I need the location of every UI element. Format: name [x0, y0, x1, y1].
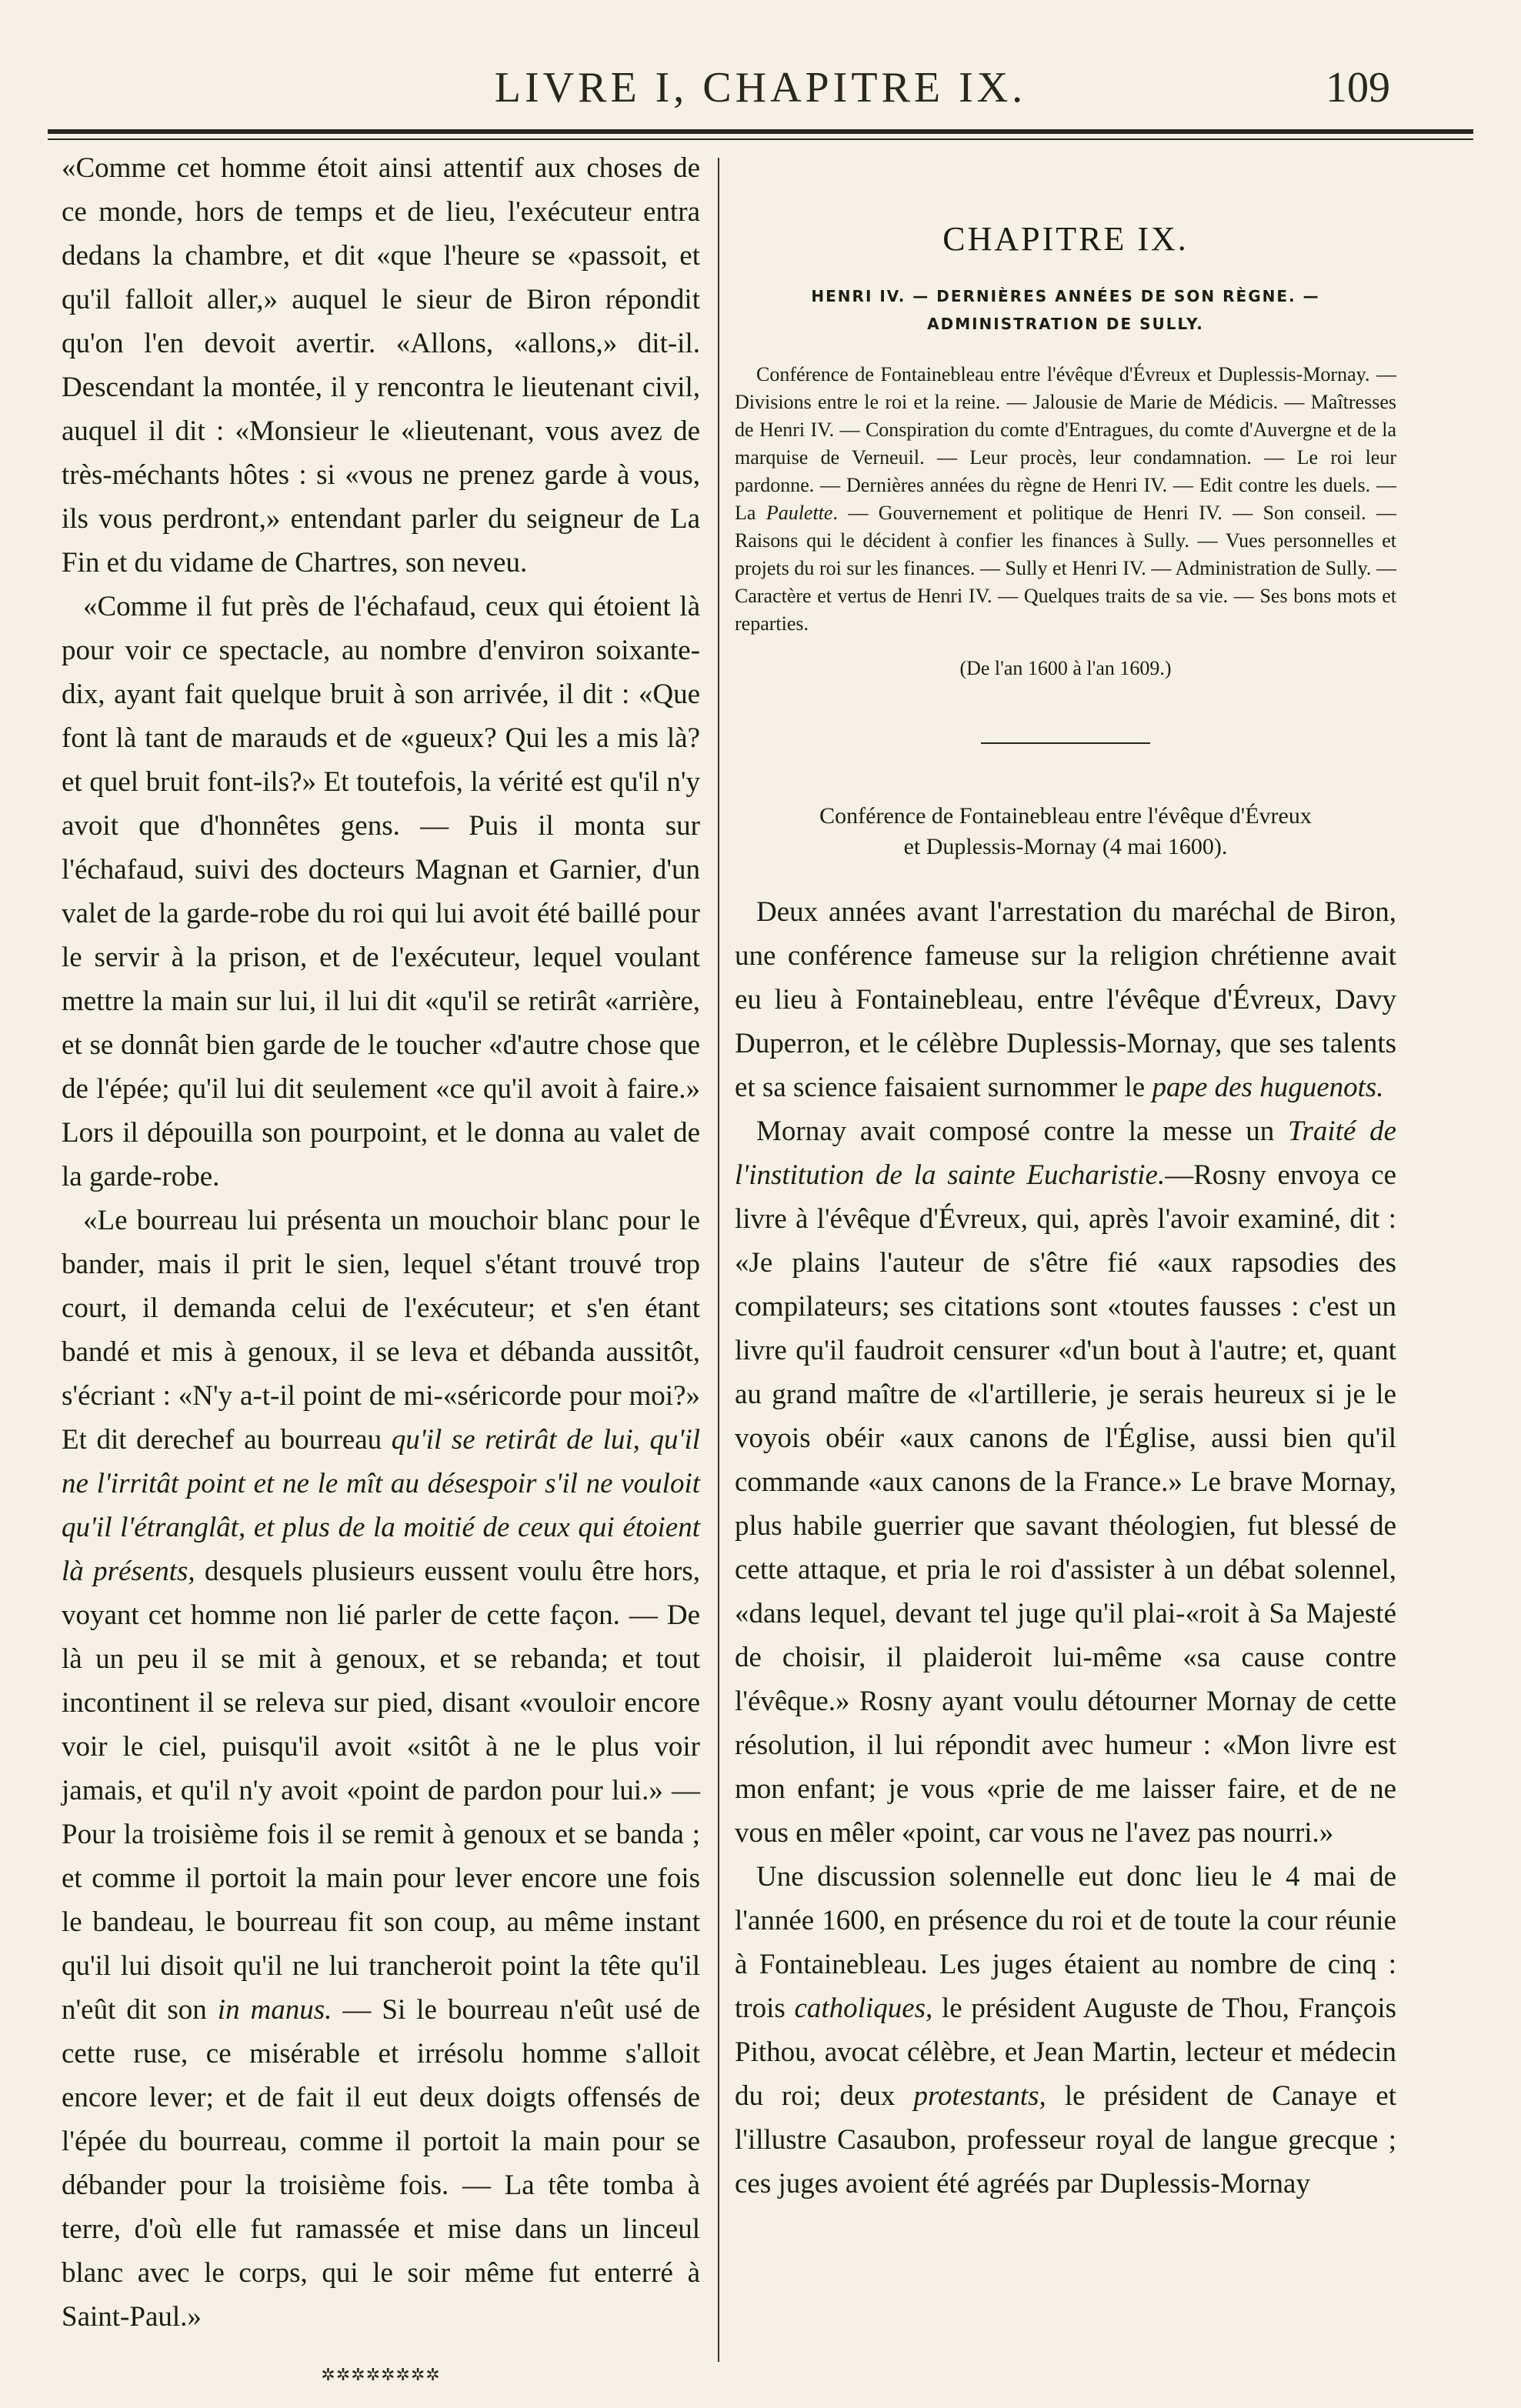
left-paragraph-3 — [62, 1199, 700, 2339]
right-p3-text-a: Une discussion solennelle eut donc lieu le 4 mai de l'année 1600, en présence du roi et de toute la cour réunie à Fontainebleau. Les juges étaient au nombre de cinq : trois — [735, 1861, 1396, 2024]
chapter-title: CHAPITRE IX. — [942, 220, 1189, 258]
right-p3-text-c: le président de Canaye et l'illustre Casaubon, professeur royal de langue grecque ; ces juges avoient été agréés par Duplessis-Mornay — [735, 2080, 1396, 2200]
summary-text-a: Conférence de Fontainebleau entre l'évêque d'Évreux et Duplessis-Mornay. — Divisions entre le roi et la reine. — Jalousie de Marie de Médicis. — Maîtresses de Henri IV. — Conspiration du comte d'Entragues, du comte d'Auvergne et de la marquise de Verneuil. — Leur procès, leur condamnation. — Le roi leur pardonne. — Dernières années du règne de Henri IV. — Edit contre les duels. — La — [735, 363, 1396, 524]
right-p3-italic-protestants: protestants, — [913, 2080, 1046, 2112]
left-paragraph-2: «Comme il fut près de l'échafaud, ceux qui étoient là pour voir ce spectacle, au nombre d'environ soixante-dix, ayant fait quelque bruit à son arrivée, il dit : «Que font là tant de marauds et de «gueux? Qui les a mis là? et quel bruit font-ils?» Et toutefois, la vérité est qu'il n'y avoit que d'honnêtes gens. — Puis il monta sur l'échafaud, suivi des docteurs Magnan et Garnier, d'un valet de la garde-robe du roi qui lui avoit été baillé pour le servir à la prison, et de l'exécuteur, lequel voulant mettre la main sur lui, il lui dit «qu'il se retirât «arrière, et se donnât bien garde de le toucher «d'autre chose que de l'épée; qu'il lui dit seulement «ce qu'il avoit à faire.» Lors il dépouilla son pourpoint, et le donna au valet de la garde-robe. — [62, 591, 700, 1192]
header-rule-thick — [48, 129, 1473, 134]
left-p3-italic-in-manus: in manus. — [217, 1994, 332, 2026]
running-title: LIVRE I, CHAPITRE IX. — [494, 64, 1027, 112]
page-header — [0, 0, 1521, 146]
right-p1-text: Deux années avant l'arrestation du maréchal de Biron, une conférence fameuse sur la religion chrétienne avait eu lieu à Fontainebleau, entre l'évêque d'Évreux, Davy Duperron, et le célèbre Duplessis-Mornay, que ses talents et sa science faisaient surnommer le — [735, 896, 1396, 1103]
section-title-line-1: Conférence de Fontainebleau entre l'évêque d'Évreux — [819, 803, 1312, 829]
end-ornament: ✲✲✲✲✲✲✲✲ — [321, 2365, 441, 2384]
left-p3-italic: qu'il se retirât de lui, qu'il ne l'irritât point et ne le mît au désespoir s'il ne vouloit qu'il l'étranglât, et plus de la moitié de ceux qui étoient là présents, — [62, 1424, 700, 1587]
right-p3-text-b: le président Auguste de Thou, François Pithou, avocat célèbre, et Jean Martin, lecteur et médecin du roi; deux — [735, 1993, 1397, 2112]
right-paragraph-1 — [735, 890, 1396, 1109]
left-column — [62, 146, 700, 2396]
section-title — [735, 801, 1396, 862]
right-p3-italic-catholiques: catholiques, — [794, 1993, 933, 2024]
chapter-subtitle: HENRI IV. — DERNIÈRES ANNÉES DE SON RÈGNE. — ADMINISTRATION DE SULLY. — [811, 287, 1320, 333]
right-column — [735, 146, 1396, 2206]
right-paragraph-2 — [735, 1109, 1396, 1855]
section-rule — [981, 742, 1150, 744]
left-p3-text-c: — Si le bourreau n'eût usé de cette ruse, ce misérable et irrésolu homme s'alloit encore lever; et de fait il eut deux doigts offensés de l'épée du bourreau, comme il portoit la main pour se débander pour la troisième fois. — La tête tomba à terre, d'où elle fut ramassée et mise dans un linceul blanc avec le corps, qui le soir même fut enterré à Saint-Paul.» — [62, 1994, 700, 2333]
summary-text-b: . — Gouvernement et politique de Henri IV. — Son conseil. — Raisons qui le décident à confier les finances à Sully. — Vues personnelles et projets du roi sur les finances. — Sully et Henri IV. — Administration de Sully. — Caractère et vertus de Henri IV. — Quelques traits de sa vie. — Ses bons mots et reparties. — [735, 502, 1396, 635]
right-paragraph-3 — [735, 1855, 1396, 2206]
left-p3-text-a: «Le bourreau lui présenta un mouchoir blanc pour le bander, mais il prit le sien, lequel s'étant trouvé trop court, il demanda celui de l'exécuteur; et s'en étant bandé et mis à genoux, il se leva et débanda aussitôt, s'écriant : «N'y a-t-il point de mi-«séricorde pour moi?» Et dit derechef au bourreau — [62, 1205, 700, 1456]
right-p2-text-a: Mornay avait composé contre la messe un — [756, 1116, 1288, 1147]
summary-italic-paulette: Paulette — [766, 502, 833, 524]
page-number: 109 — [1326, 64, 1390, 112]
section-title-line-2: et Duplessis-Mornay (4 mai 1600). — [903, 834, 1228, 859]
right-p2-text-b: —Rosny envoya ce livre à l'évêque d'Évreux, qui, après l'avoir examiné, dit : «Je plains l'auteur de s'être fié «aux rapsodies des compilateurs; ses citations sont «toutes fausses : c'est un livre qu'il faudroit censurer «d'un bout à l'autre; et, quant au grand maître de «l'artillerie, je serais heureux si je le voyois obéir «aux canons de l'Église, aussi bien qu'il commande «aux canons de la France.» Le brave Mornay, plus habile guerrier que savant théologien, fut blessé de cette attaque, et pria le roi d'assister à un débat solennel, «dans lequel, devant tel juge qu'il plai-«roit à Sa Majesté de choisir, il plaideroit lui-même «sa cause contre l'évêque.» Rosny ayant voulu détourner Mornay de cette résolution, il lui répondit avec humeur : «Mon livre est mon enfant; je vous «prie de me laisser faire, et de ne vous en mêler «point, car vous ne l'avez pas nourri.» — [735, 1159, 1396, 1849]
right-p1-italic: pape des huguenots. — [1152, 1072, 1384, 1103]
right-p2-italic: Traité de l'institution de la sainte Eucharistie. — [735, 1116, 1396, 1191]
left-p3-text-b: desquels plusieurs eussent voulu être hors, voyant cet homme non lié parler de cette façon. — De là un peu il se mit à genoux, et se rebanda; et tout incontinent il se releva sur pied, disant «vouloir encore voir le ciel, puisqu'il avoit «sitôt à ne le plus voir jamais, et qu'il n'y avoit «point de pardon pour lui.» — Pour la troisième fois il se remit à genoux et se banda ; et comme il portoit la main pour lever encore une fois le bandeau, le bourreau fit son coup, au même instant qu'il lui disoit qu'il ne lui trancheroit point la tête qu'il n'eût dit son — [62, 1556, 700, 2026]
column-divider — [718, 158, 719, 2362]
chapter-dates: (De l'an 1600 à l'an 1609.) — [959, 657, 1172, 679]
left-paragraph-1: «Comme cet homme étoit ainsi attentif aux choses de ce monde, hors de temps et de lieu, l'exécuteur entra dedans la chambre, et dit «que l'heure se «passoit, et qu'il falloit aller,» auquel le sieur de Biron répondit qu'on l'en devoit avertir. «Allons, «allons,» dit-il. Descendant la montée, il y rencontra le lieutenant civil, auquel il dit : «Monsieur le «lieutenant, vous avez de très-méchants hôtes : si «vous ne prenez garde à vous, ils vous perdront,» entendant parler du seigneur de La Fin et du vidame de Chartres, son neveu. — [62, 152, 700, 579]
chapter-summary — [735, 361, 1396, 638]
header-rule-thin — [48, 138, 1473, 140]
